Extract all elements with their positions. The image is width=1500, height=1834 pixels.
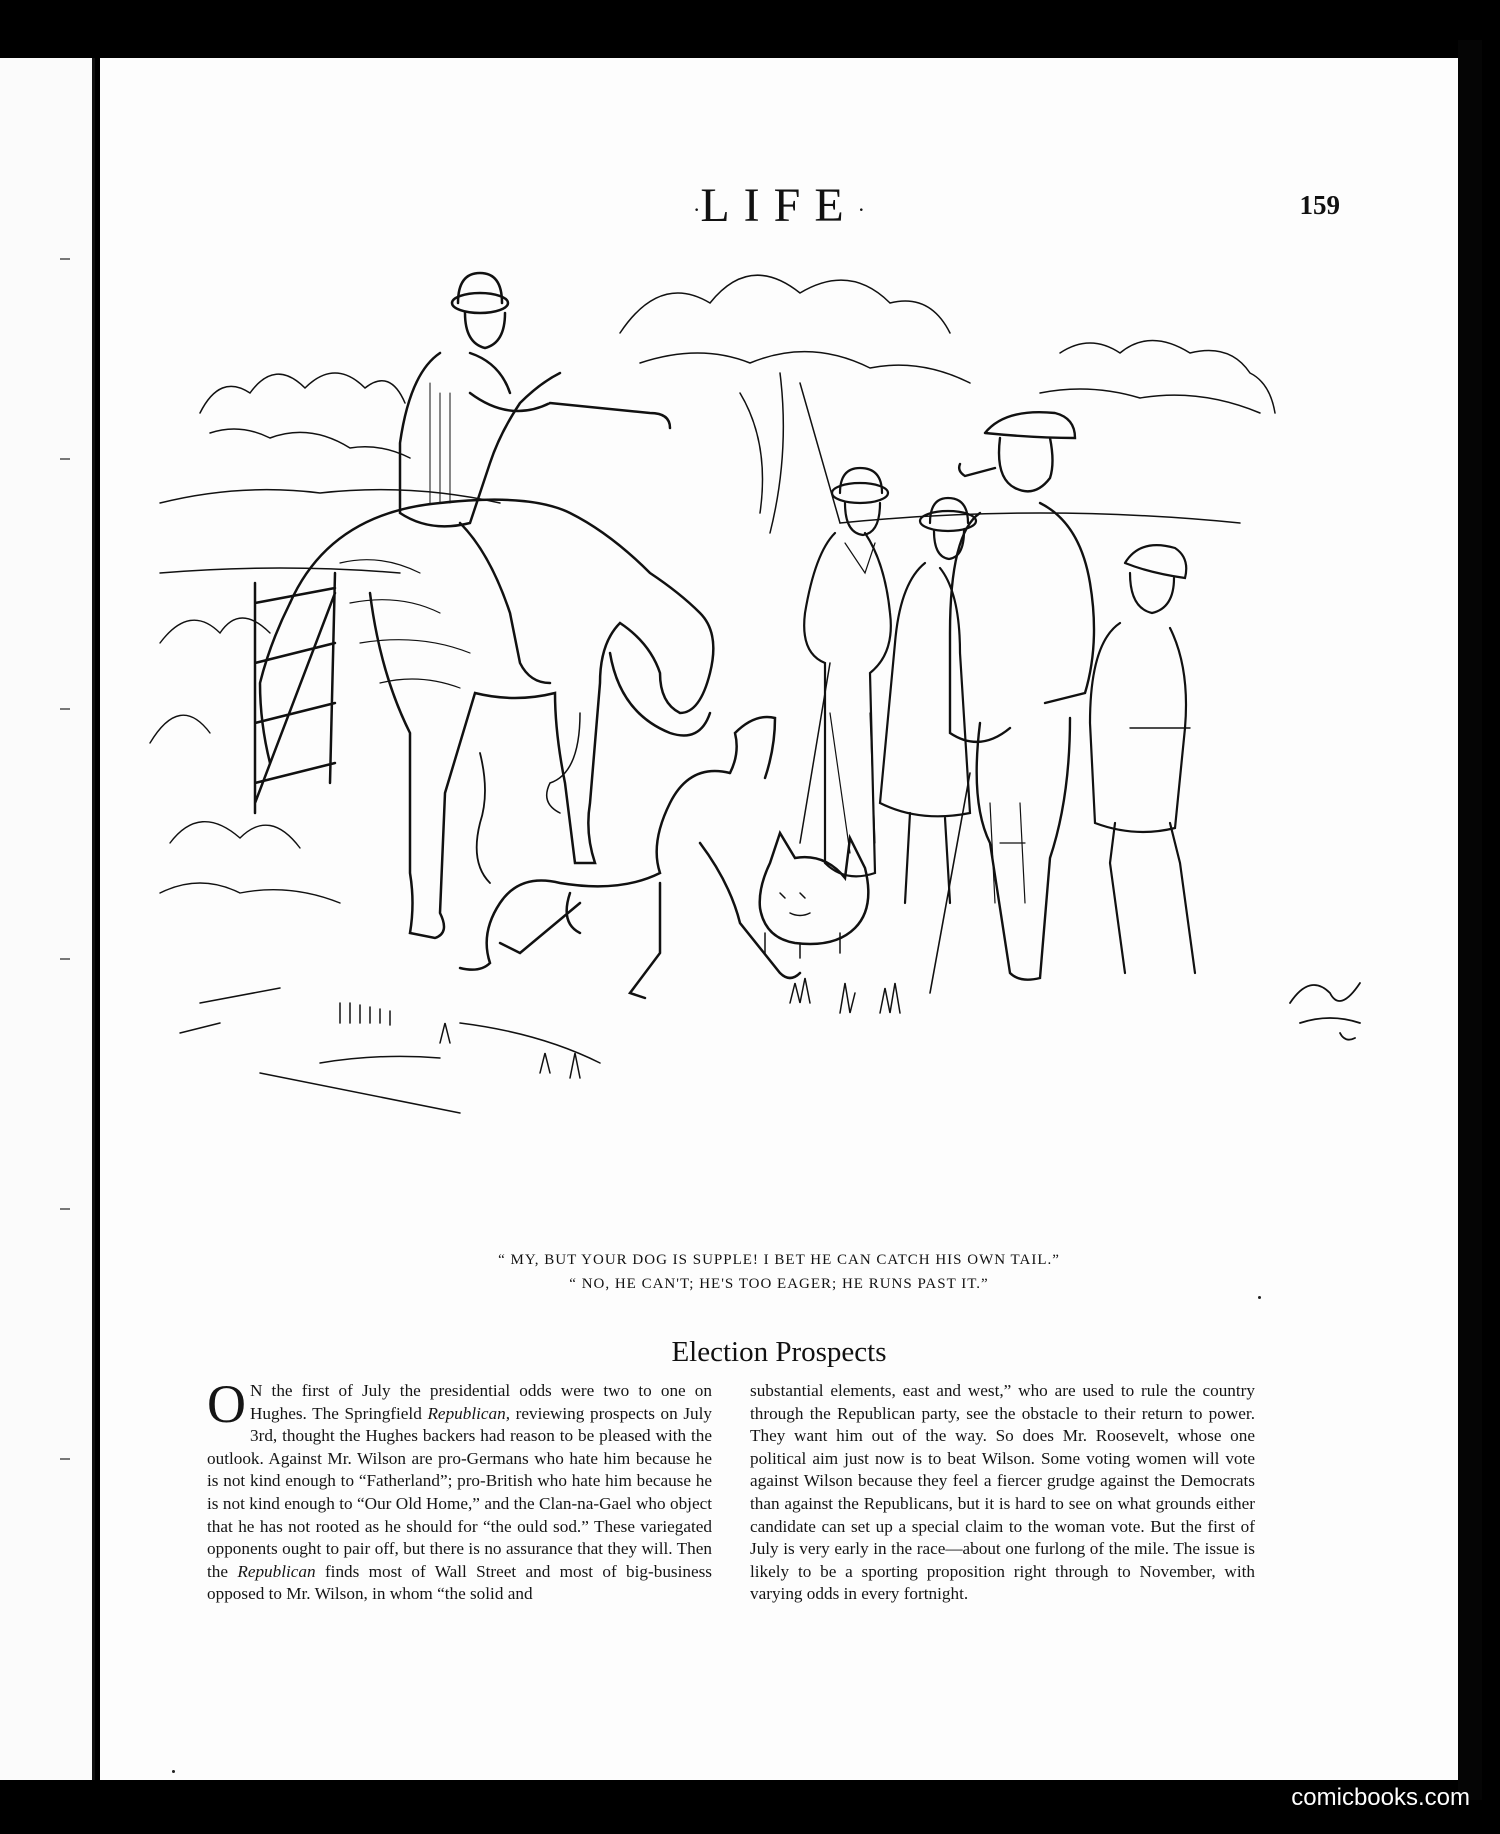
background-trees	[160, 275, 1275, 573]
masthead: ·LIFE·	[693, 179, 865, 232]
drop-cap: O	[207, 1374, 246, 1434]
article-headline: Election Prospects	[671, 1336, 887, 1368]
article-right-column: substantial elements, east and west,” who are used to rule the country through the Republican party, see the obstacle to their return to power. They want him out of the way. So does Mr. Roosevelt, whose one political aim just now is to beat Wilson. Some voting women will vote against Wilson because they feel a fiercer grudge against the Democrats than against the Republicans, but it is hard to see on what grounds either candidate can set up a special claim to the woman vote. But the first of July is very early in the race—about one furlong of the mile. The issue is likely to be a sporting proposition right through to November, with varying odds in every fortnight.	[750, 1381, 1255, 1604]
horse	[260, 500, 713, 938]
caption-line-1: “ MY, BUT YOUR DOG IS SUPPLE! I BET HE CAN CATCH HIS OWN TAIL.”	[498, 1252, 1060, 1268]
boy-figure	[1090, 545, 1195, 973]
caption-line-2: “ NO, HE CAN'T; HE'S TOO EAGER; HE RUNS PAST IT.”	[569, 1276, 989, 1292]
hedge	[150, 618, 340, 903]
woman-figure	[800, 468, 891, 876]
road	[180, 978, 900, 1113]
gate	[255, 573, 335, 813]
previous-page-edge	[0, 58, 95, 1780]
dust-speck	[1258, 1296, 1261, 1299]
article-left-column: O N the first of July the presidential odds were two to one on Hughes. The Springfield Republican, reviewing prospects on July 3rd, thought the Hughes backers had reason to be pleased with the outlook. Against Mr. Wilson are pro-Germans who hate him because he is not kind enough to “Fatherland”; pro-British who hate him because he is not kind enough to “Our Old Home,” and the Clan-na-Gael who object that he has not rooted as he should for “the ould sod.” These variegated opponents ought to pair off, but there is no assurance that they will. Then the Republican finds most of Wall Street and most of big-business opposed to Mr. Wilson, in whom “the solid and	[207, 1374, 712, 1604]
rider	[400, 273, 670, 683]
dust-speck	[172, 1770, 175, 1773]
watermark-credit: comicbooks.com	[1291, 1784, 1470, 1811]
right-page-edge	[1458, 40, 1482, 1800]
cartoon-caption	[100, 1248, 1458, 1296]
masthead-title: LIFE	[700, 179, 858, 232]
artist-signature	[1290, 983, 1360, 1040]
magazine-page	[100, 58, 1458, 1780]
cartoon-illustration	[140, 243, 1405, 1243]
greyhound-dog	[460, 717, 800, 998]
girl-figure	[880, 498, 976, 903]
terrier-dog	[760, 833, 869, 958]
page-number: 159	[1299, 190, 1340, 220]
